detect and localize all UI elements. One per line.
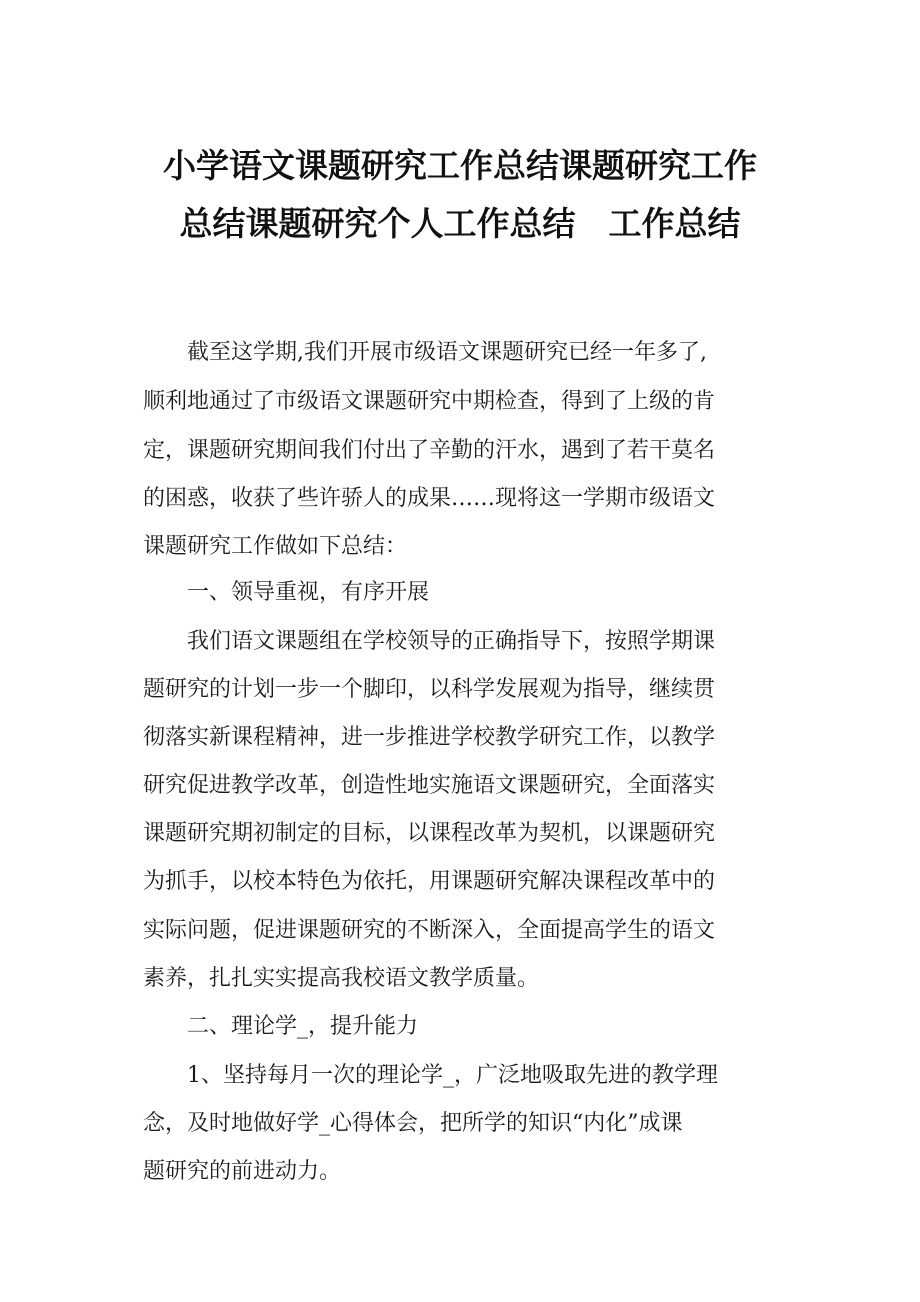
paragraph-line: 题研究的前进动力。 bbox=[143, 1159, 342, 1184]
paragraph-line: 彻落实新课程精神，进一步推进学校教学研究工作，以教学 bbox=[143, 725, 716, 750]
paragraph-line: 实际问题，促进课题研究的不断深入，全面提高学生的语文 bbox=[143, 918, 716, 943]
paragraph-line: 顺利地通过了市级语文课题研究中期检查，得到了上级的肯 bbox=[143, 389, 716, 414]
paragraph-line: 的困惑，收获了些许骄人的成果……现将这一学期市级语文 bbox=[143, 486, 716, 511]
paragraph-line: 题研究的计划一步一个脚印，以科学发展观为指导，继续贯 bbox=[143, 677, 716, 702]
paragraph-line: 1、坚持每月一次的理论学_，广泛地吸取先进的教学理 bbox=[187, 1063, 718, 1088]
paragraph-line: 为抓手，以校本特色为依托，用课题研究解决课程改革中的 bbox=[143, 869, 716, 894]
paragraph-line: 课题研究期初制定的目标，以课程改革为契机，以课题研究 bbox=[143, 821, 716, 846]
section-heading: 一、领导重视，有序开展 bbox=[187, 580, 430, 605]
paragraph-line: 素养，扎扎实实提高我校语文教学质量。 bbox=[143, 966, 540, 991]
paragraph-line: 定，课题研究期间我们付出了辛勤的汗水，遇到了若干莫名 bbox=[143, 438, 716, 463]
paragraph-line: 截至这学期,我们开展市级语文课题研究已经一年多了, bbox=[187, 340, 707, 365]
document-title-line-1: 小学语文课题研究工作总结课题研究工作 bbox=[163, 146, 757, 185]
paragraph-line: 研究促进教学改革，创造性地实施语文课题研究，全面落实 bbox=[143, 773, 716, 798]
section-heading: 二、理论学_，提升能力 bbox=[187, 1014, 419, 1039]
paragraph-line: 我们语文课题组在学校领导的正确指导下，按照学期课 bbox=[187, 629, 716, 654]
document-title-line-2: 总结课题研究个人工作总结 工作总结 bbox=[179, 204, 741, 243]
paragraph-line: 念，及时地做好学_心得体会，把所学的知识“内化”成课 bbox=[143, 1111, 683, 1136]
paragraph-line: 课题研究工作做如下总结： bbox=[143, 534, 408, 559]
